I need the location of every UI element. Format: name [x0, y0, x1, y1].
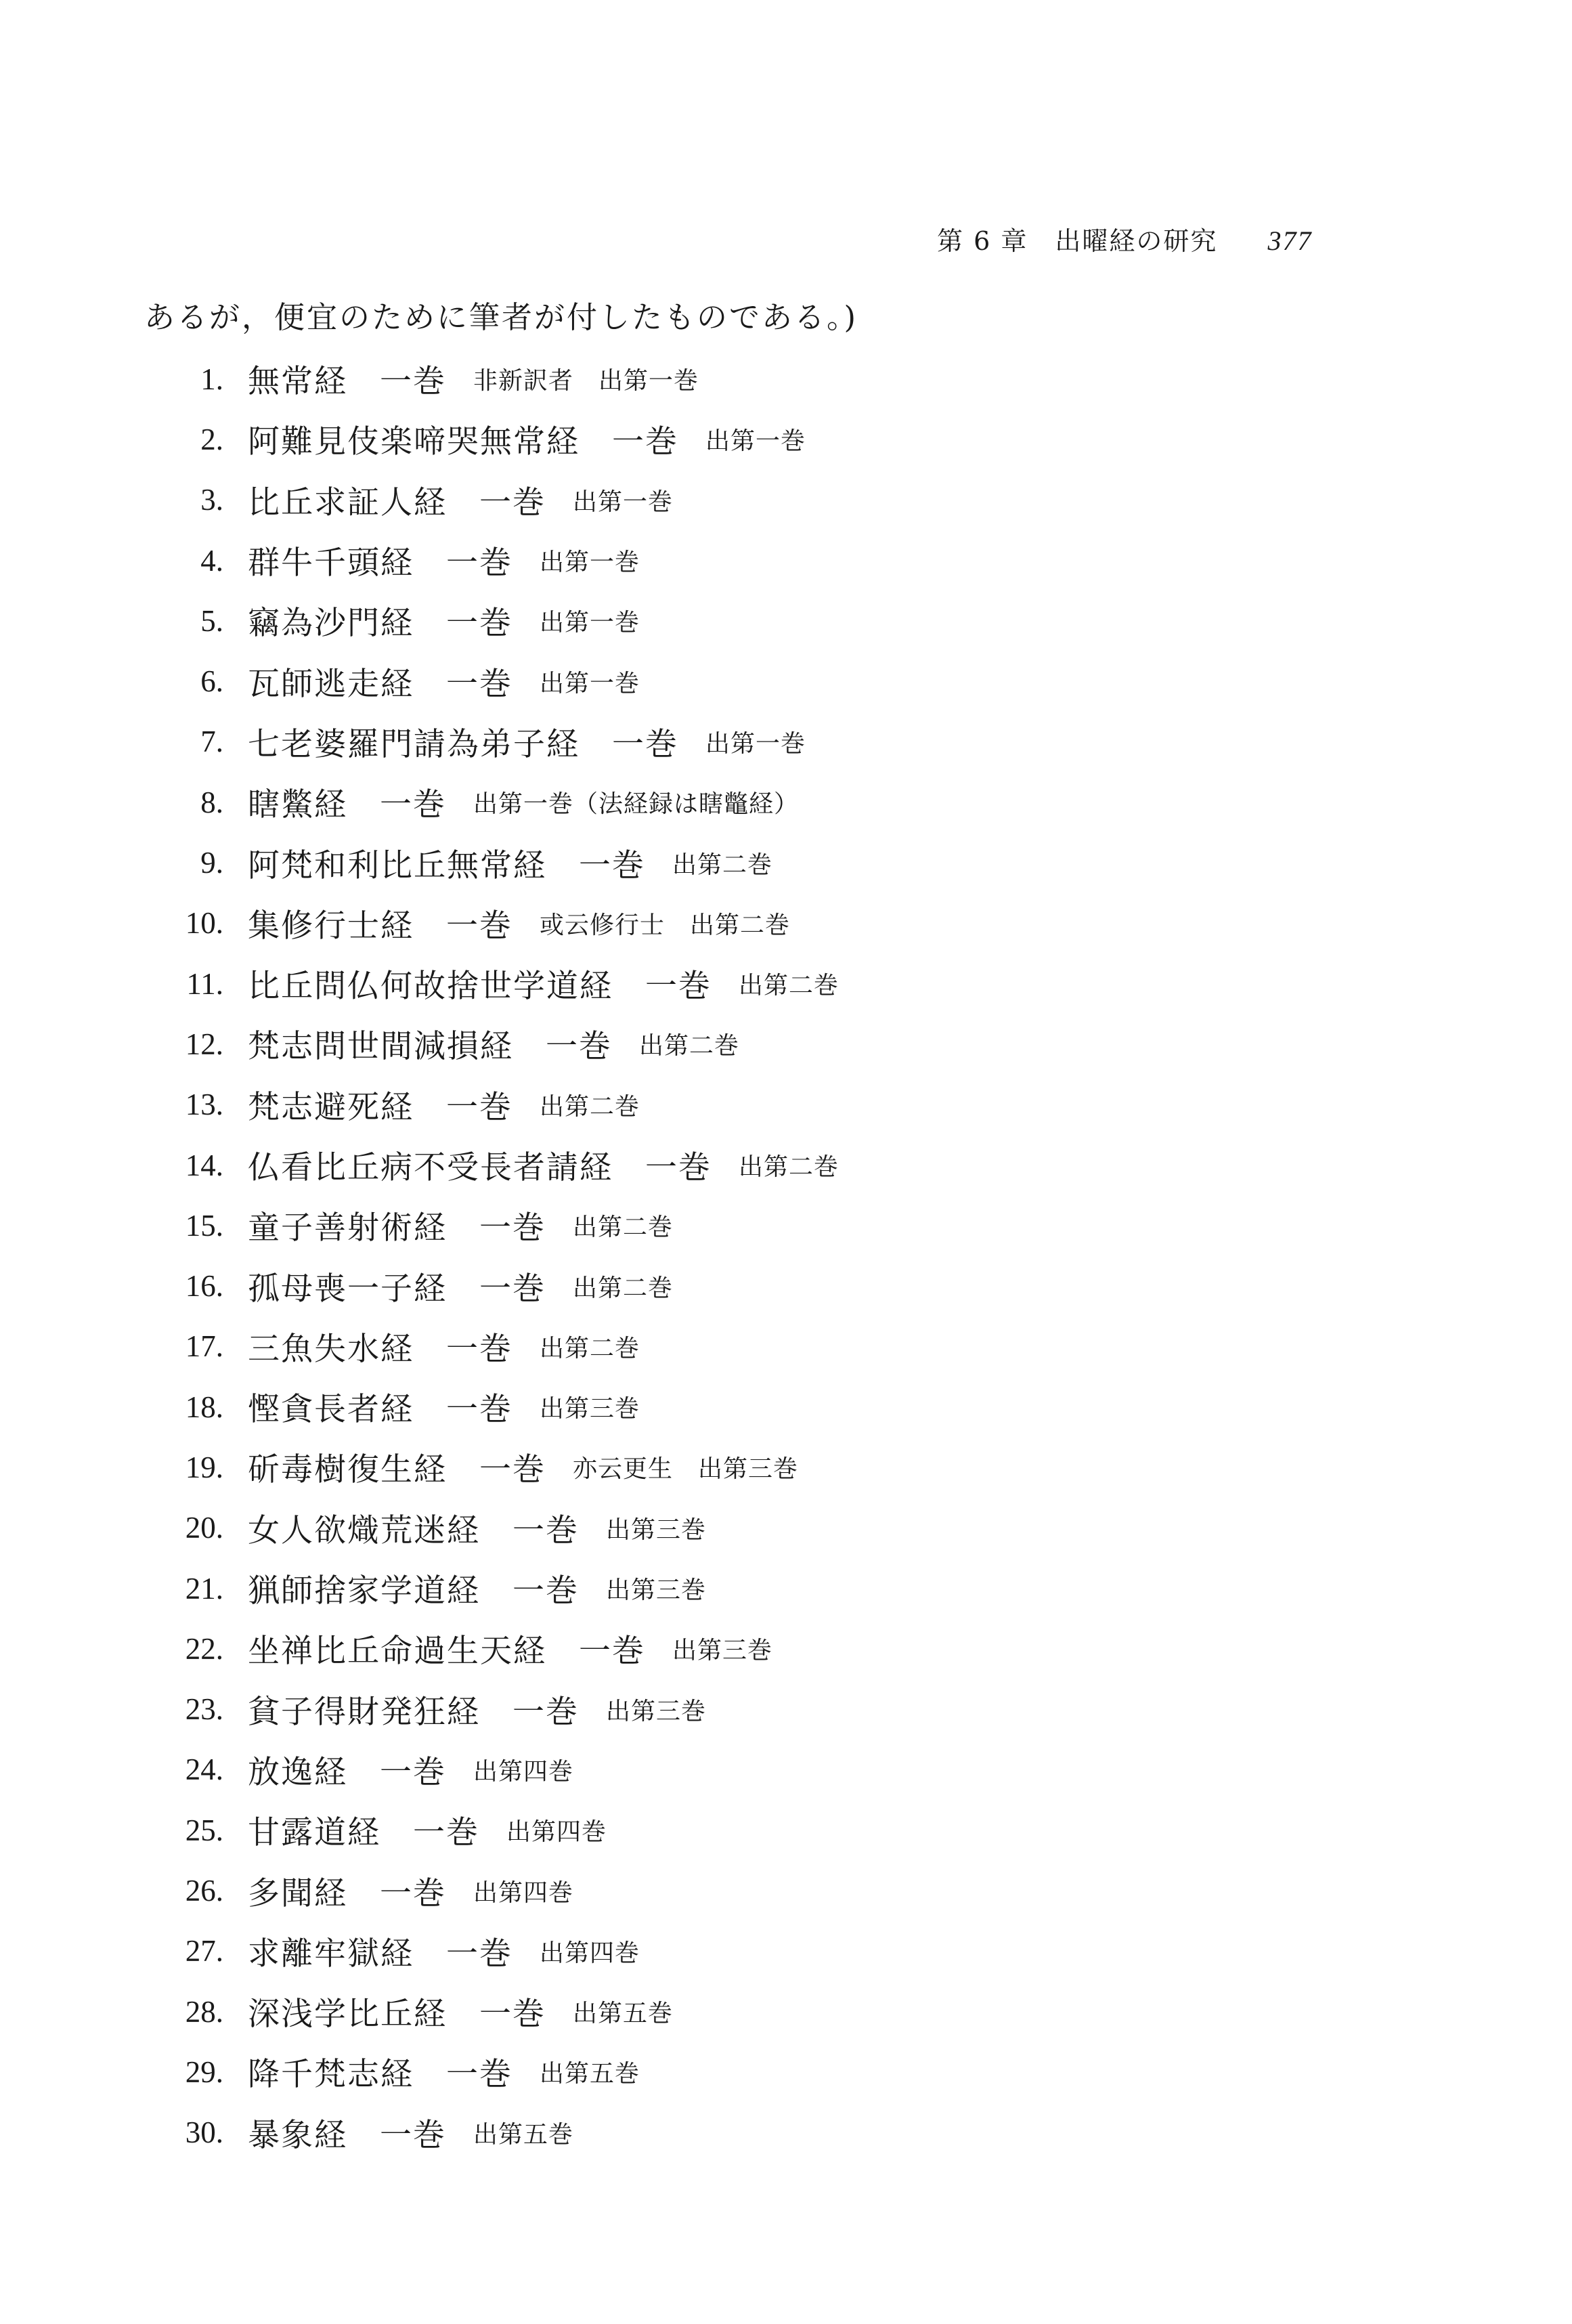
source-note: 亦云更生 出第三巻 [573, 1455, 799, 1484]
list-item [156, 953, 1307, 1014]
volume-count: 一巻 [413, 1814, 479, 1852]
source-note: 出第二巻 [739, 972, 839, 1000]
source-note: 出第五巻 [540, 2060, 640, 2088]
volume-count: 一巻 [446, 2056, 512, 2094]
volume-count: 一巻 [645, 968, 712, 1006]
volume-count: 一巻 [446, 665, 512, 703]
list-item [156, 1195, 1307, 1255]
list-item [156, 1981, 1307, 2042]
volume-count: 一巻 [446, 1935, 512, 1973]
list-item [156, 1618, 1307, 1679]
volume-count: 一巻 [380, 2116, 446, 2154]
source-note: 出第五巻 [473, 2120, 574, 2149]
list-item [156, 1377, 1307, 1437]
list-item [156, 832, 1307, 892]
entry-number: 16. [185, 1269, 223, 1304]
volume-count: 一巻 [446, 1391, 512, 1429]
source-note: 出第三巻 [606, 1697, 707, 1725]
sutra-title: 無常経 [248, 363, 347, 401]
volume-count: 一巻 [479, 1209, 546, 1247]
volume-count: 一巻 [645, 1149, 712, 1186]
list-item [156, 1075, 1307, 1135]
entry-number: 26. [185, 1874, 223, 1908]
volume-count: 一巻 [612, 725, 678, 763]
entry-number: 10. [185, 906, 223, 941]
list-item [156, 1498, 1307, 1558]
list-item [156, 590, 1307, 651]
source-note: 出第二巻 [739, 1153, 839, 1181]
entry-number: 21. [185, 1571, 223, 1606]
volume-count: 一巻 [579, 846, 645, 884]
source-note: 出第一巻 [705, 729, 806, 758]
source-note: 出第三巻 [672, 1637, 773, 1665]
sutra-title: 阿難見伎楽啼哭無常経 [248, 423, 580, 461]
list-item [156, 1316, 1307, 1377]
list-item [156, 1437, 1307, 1497]
sutra-title: 仏看比丘病不受長者請経 [248, 1149, 613, 1186]
entry-number: 13. [185, 1088, 223, 1122]
intro-text: あるが，便宜のために筆者が付したものである。) [144, 299, 858, 335]
source-note: 出第二巻 [540, 1092, 640, 1121]
entry-number: 4. [200, 543, 223, 578]
list-item [156, 1679, 1307, 1740]
sutra-title: 比丘問仏何故捨世学道経 [248, 968, 613, 1006]
list-item [156, 712, 1307, 772]
volume-count: 一巻 [446, 544, 512, 582]
entry-number: 5. [200, 603, 223, 638]
source-note: 出第二巻 [573, 1213, 674, 1242]
entry-number: 18. [185, 1390, 223, 1424]
source-note: 出第二巻 [540, 1334, 640, 1362]
sutra-title: 求離牢獄経 [248, 1935, 414, 1973]
source-note: 出第四巻 [506, 1818, 607, 1847]
list-item [156, 1921, 1307, 1981]
sutra-title: 孤母喪一子経 [248, 1270, 447, 1308]
sutra-title: 坐禅比丘命過生天経 [248, 1633, 546, 1671]
volume-count: 一巻 [446, 1330, 512, 1368]
volume-count: 一巻 [612, 423, 678, 461]
page-number: 377 [1267, 225, 1313, 256]
sutra-title: 甘露道経 [248, 1814, 380, 1852]
sutra-title: 梵志避死経 [248, 1088, 414, 1126]
entry-number: 9. [200, 846, 223, 880]
sutra-title: 猟師捨家学道経 [248, 1572, 480, 1610]
sutra-title: 群牛千頭経 [248, 544, 414, 582]
list-item [156, 530, 1307, 590]
volume-count: 一巻 [446, 907, 512, 945]
entry-number: 25. [185, 1813, 223, 1847]
source-note: 出第二巻 [639, 1032, 740, 1060]
entry-number: 11. [186, 966, 223, 1001]
sutra-title: 女人欲熾荒迷経 [248, 1511, 480, 1549]
source-note: 出第三巻 [606, 1576, 707, 1605]
sutra-title: 七老婆羅門請為弟子経 [248, 725, 580, 763]
sutra-title: 貧子得財発狂経 [248, 1693, 480, 1731]
volume-count: 一巻 [546, 1028, 612, 1066]
list-item [156, 893, 1307, 953]
sutra-title: 集修行士経 [248, 907, 414, 945]
list-item [156, 1800, 1307, 1860]
sutra-title: 放逸経 [248, 1753, 347, 1791]
source-note: 出第一巻 [540, 669, 640, 697]
entry-number: 7. [200, 725, 223, 759]
source-note: 出第一巻（法経録は瞎鼈経） [473, 790, 800, 819]
entry-number: 12. [185, 1027, 223, 1061]
sutra-title: 瞎鱉経 [248, 786, 347, 824]
entry-number: 22. [185, 1631, 223, 1666]
source-note: 出第三巻 [606, 1515, 707, 1544]
list-item [156, 470, 1307, 530]
source-note: 出第一巻 [573, 488, 674, 516]
sutra-title: 梵志問世間減損経 [248, 1028, 513, 1066]
volume-count: 一巻 [479, 483, 546, 521]
entry-number: 29. [185, 2054, 223, 2089]
volume-count: 一巻 [579, 1633, 645, 1671]
list-item [156, 2042, 1307, 2102]
source-note: 出第一巻 [540, 609, 640, 637]
sutra-title: 童子善射術経 [248, 1209, 447, 1247]
list-item [156, 1014, 1307, 1074]
volume-count: 一巻 [512, 1572, 579, 1610]
source-note: 出第一巻 [705, 427, 806, 456]
volume-count: 一巻 [512, 1693, 579, 1731]
entry-number: 8. [200, 785, 223, 819]
entry-number: 15. [185, 1208, 223, 1243]
volume-count: 一巻 [512, 1511, 579, 1549]
entry-number: 28. [185, 1994, 223, 2029]
volume-count: 一巻 [446, 1088, 512, 1126]
entry-number: 30. [185, 2115, 223, 2150]
sutra-title: 三魚失水経 [248, 1330, 414, 1368]
sutra-title: 阿梵和利比丘無常経 [248, 846, 546, 884]
volume-count: 一巻 [380, 786, 446, 824]
running-header [937, 220, 1312, 257]
volume-count: 一巻 [479, 1451, 546, 1489]
entry-number: 17. [185, 1329, 223, 1364]
list-item [156, 651, 1307, 711]
source-note: 出第一巻 [540, 548, 640, 577]
entry-number: 14. [185, 1148, 223, 1182]
list-item [156, 1740, 1307, 1800]
entry-number: 1. [200, 362, 223, 396]
list-item [156, 409, 1307, 469]
sutra-title: 比丘求証人経 [248, 483, 447, 521]
sutra-title: 慳貪長者経 [248, 1391, 414, 1429]
entry-number: 20. [185, 1511, 223, 1545]
source-note: 出第五巻 [573, 2000, 674, 2028]
source-note: 或云修行士 出第二巻 [540, 911, 791, 939]
entry-number: 2. [200, 422, 223, 456]
entry-number: 19. [185, 1450, 223, 1484]
entry-number: 24. [185, 1752, 223, 1787]
source-note: 出第二巻 [672, 851, 773, 879]
list-item [156, 2103, 1307, 2163]
sutra-title: 多聞経 [248, 1874, 347, 1912]
entry-number: 6. [200, 664, 223, 699]
list-item [156, 1860, 1307, 1920]
entry-number: 23. [185, 1692, 223, 1727]
source-note: 出第三巻 [540, 1395, 640, 1423]
list-item [156, 349, 1307, 409]
sutra-title: 降千梵志経 [248, 2056, 414, 2094]
sutra-title: 竊為沙門経 [248, 605, 414, 643]
source-note: 非新訳者 出第一巻 [473, 367, 699, 395]
chapter-title: 第 6 章 出曜経の研究 [937, 226, 1218, 256]
volume-count: 一巻 [446, 605, 512, 643]
list-item [156, 1255, 1307, 1316]
volume-count: 一巻 [479, 1996, 546, 2034]
volume-count: 一巻 [479, 1270, 546, 1308]
list-item [156, 1135, 1307, 1195]
source-note: 出第二巻 [573, 1274, 674, 1302]
sutra-title: 深浅学比丘経 [248, 1996, 447, 2034]
volume-count: 一巻 [380, 1753, 446, 1791]
list-item [156, 1558, 1307, 1618]
entry-number: 27. [185, 1934, 223, 1968]
sutra-title: 暴象経 [248, 2116, 347, 2154]
volume-count: 一巻 [380, 363, 446, 401]
sutra-list [156, 349, 1307, 2163]
source-note: 出第四巻 [540, 1939, 640, 1967]
entry-number: 3. [200, 483, 223, 517]
source-note: 出第四巻 [473, 1878, 574, 1907]
sutra-title: 斫毒樹復生経 [248, 1451, 447, 1489]
list-item [156, 772, 1307, 832]
source-note: 出第四巻 [473, 1757, 574, 1786]
volume-count: 一巻 [380, 1874, 446, 1912]
sutra-title: 瓦師逃走経 [248, 665, 414, 703]
